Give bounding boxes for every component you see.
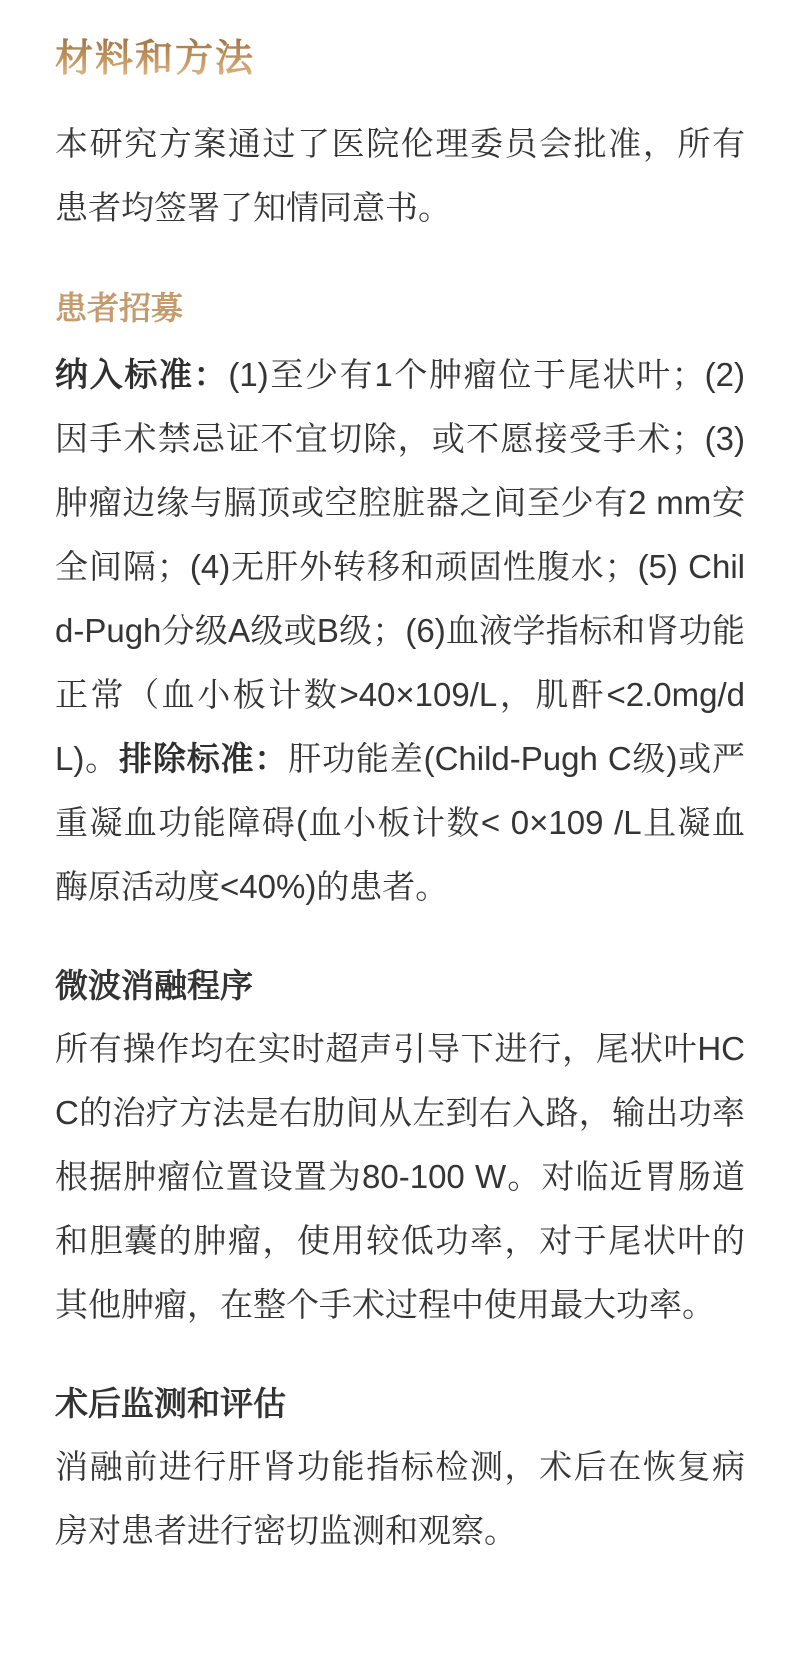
exclusion-criteria-text: 肝功能差(Child-Pugh C级)或严重凝血功能障碍(血小板计数< 0×109 /L且凝血酶原活动度<40%)的患者。 [55,740,746,906]
postop-monitoring-paragraph: 消融前进行肝肾功能指标检测，术后在恢复病房对患者进行密切监测和观察。 [55,1448,745,1550]
criteria-paragraph [55,343,745,919]
microwave-ablation-paragraph: 所有操作均在实时超声引导下进行，尾状叶HCC的治疗方法是右肋间从左到右入路，输出功率根据肿瘤位置设置为80-100 W。对临近胃肠道和胆囊的肿瘤，使用较低功率，对于尾状叶的其他肿瘤，在整个手术过程中使用最大功率。 [55,1030,745,1324]
inclusion-criteria-text: (1)至少有1个肿瘤位于尾状叶；(2)因手术禁忌证不宜切除，或不愿接受手术；(3)肿瘤边缘与膈顶或空腔脏器之间至少有2 mm安全间隔；(4)无肝外转移和顽固性腹水；(5) Child-Pugh分级A级或B级；(6)血液学指标和肾功能正常（血小板计数>40×109/L，肌酐<2.0mg/dL)。 [55,356,745,778]
subsection-title-patient-recruitment: 患者招募 [55,289,184,326]
ethics-approval-paragraph: 本研究方案通过了医院伦理委员会批准，所有患者均签署了知情同意书。 [55,124,745,226]
inclusion-criteria-label: 纳入标准： [55,356,229,394]
subsection-title-microwave-ablation: 微波消融程序 [55,967,253,1005]
exclusion-criteria-label: 排除标准： [119,740,289,778]
section-title-materials-methods: 材料和方法 [55,36,745,84]
subsection-title-postop-monitoring: 术后监测和评估 [55,1385,286,1423]
